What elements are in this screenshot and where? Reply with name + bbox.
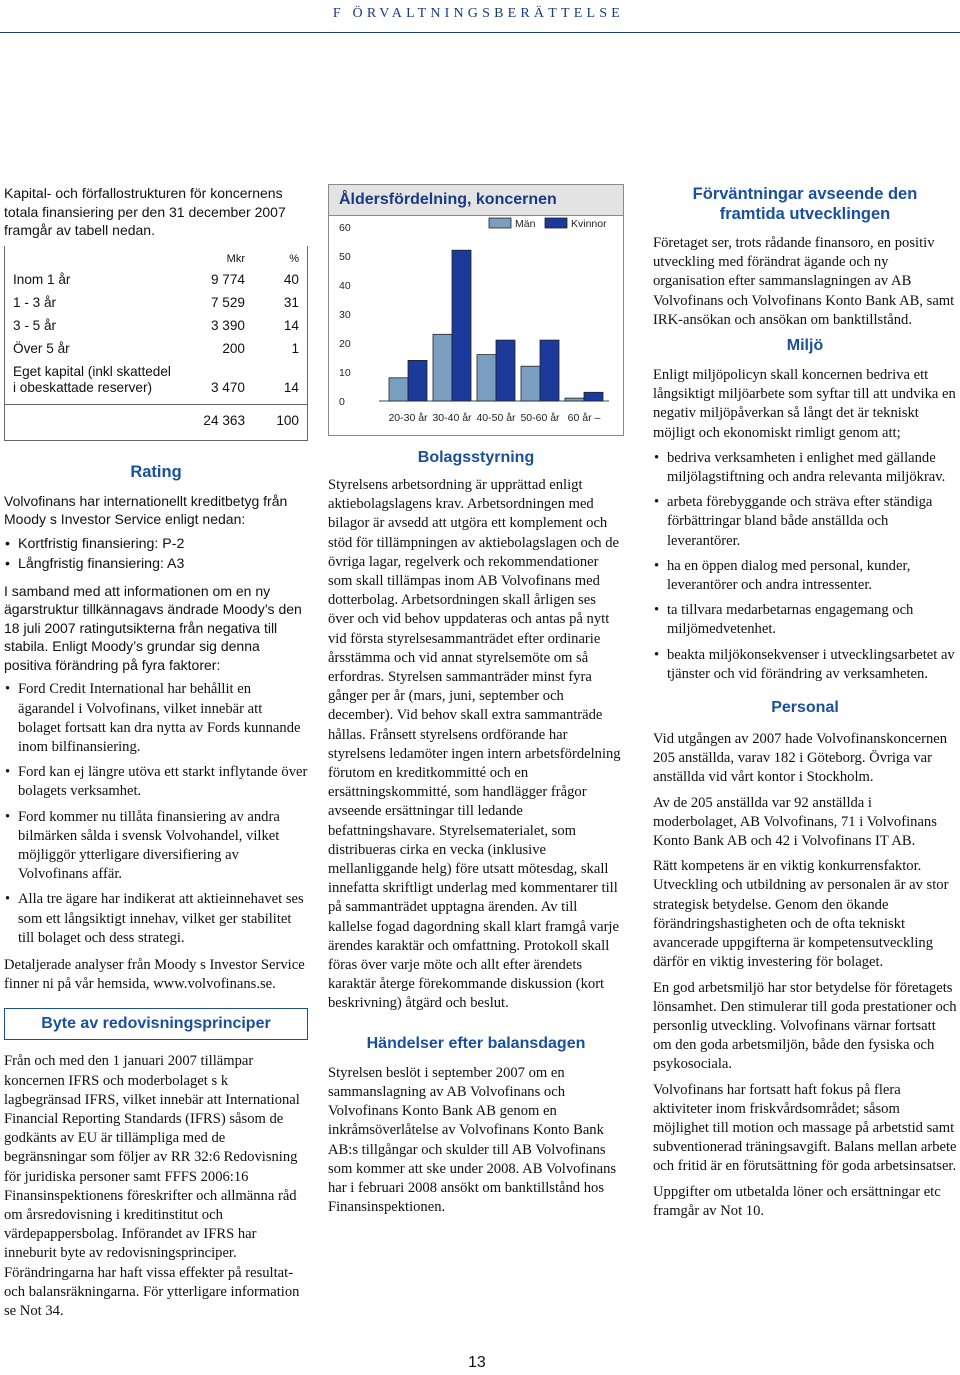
legend-label: Män [515, 218, 536, 230]
factor-item: • Alla tre ägare har indikerat att aktieinnehavet ses som ett långsiktigt innehav, vilket ger stabilitet till bolaget och dess strategi. [18, 890, 308, 948]
column-left [4, 184, 308, 1327]
header-rule [0, 32, 960, 33]
handelser-text: Styrelsen beslöt i september 2007 om en sammanslagning av AB Volvofinans och Volvofinans Konto Bank AB genom en inkråmsöverlåtelse av Volvofinans Konto Bank AB:s tillgångar och skulder till AB Volvofinans som kommer att ske under 2008. AB Volvofinans har i februari 2008 ansökt om banktillstånd hos Finansinspektionen. [328, 1064, 617, 1216]
capital-intro: Kapital- och förfallostrukturen för koncernens totala finansiering per den 31 december 2007 framgår av tabell nedan. [4, 185, 286, 238]
row-pct: 31 [283, 294, 299, 310]
table-divider [5, 404, 307, 405]
miljo-text: Enligt miljöpolicyn skall koncernen bedriva ett långsiktigt miljöarbete som syftar till att undvika en negativ miljöpåverkan så långt det är tekniskt möjligt och ekonomiskt rimligt genom att; [653, 367, 956, 441]
col-head-mkr: Mkr [226, 252, 245, 265]
forvantningar-text: Företaget ser, trots rådande finansoro, en positiv utveckling med förändrat ägande och ny organisation efter sammanslagningen av AB Volvofinans och Volvofinans Konto Bank AB, samt IRK-ansökan och ansökan om banktillstånd. [653, 235, 955, 328]
byte-text: Från och med den 1 januari 2007 tillämpar koncernen IFRS och moderbolaget s k lagbegränsad IFRS, vilket innebär att International Financial Reporting Standards (IFRS) såsom de godkänts av EU är tillämpliga med de begränsningar som följer av RR 32:6 Redovisning för juridiska personer samt FFFS 2006:16 Finansinspektionens föreskrifter och allmänna råd om årsredovisning i kreditinstitut och värdepappersbolag. Införandet av IFRS har inneburit byte av redovisningsprinciper. Förändringarna har haft vissa effekter på resultat- och balansräkningarna. För ytterligare information se Not 34. [4, 1053, 300, 1320]
miljo-item: • bedriva verksamheten i enlighet med gällande miljölagstiftning och andra relevanta miljökrav. [667, 449, 957, 487]
rating-list [4, 535, 308, 574]
personal-text [653, 730, 957, 1221]
equity-mkr: 3 470 [210, 379, 245, 395]
chart-title: Åldersfördelning, koncernen [329, 185, 623, 216]
factor-item: • Ford kommer nu tillåta finansiering av andra bilmärken sålda i svensk Volvohandel, vilket möjliggör ytterligare diversifiering av Volvofinans affär. [18, 808, 308, 885]
total-mkr: 24 363 [203, 412, 245, 428]
miljo-item: • arbeta förebyggande och sträva efter ständiga förbättringar bland både anställda och leverantörer. [667, 493, 957, 551]
equity-label-1: Eget kapital (inkl skattedel [13, 363, 171, 379]
factor-item: • Ford kan ej längre utöva ett starkt inflytande över bolagets verksamhet. [18, 763, 308, 801]
personal-paragraph: Vid utgången av 2007 hade Volvofinanskoncernen 205 anställda, varav 182 i Göteborg. Övriga var anställda vid vårt kontor i Stockholm. [653, 731, 948, 786]
bar-män-3 [521, 366, 540, 401]
personal-paragraph: Volvofinans har fortsatt haft fokus på flera aktiviteter inom friskvårdsområdet; såsom möjlighet till motion och massage på arbetstid samt subventionerad träningsavgift. Balans mellan arbete och fritid är en förutsättning för goda arbetsinsatser. [653, 1081, 957, 1175]
forvantningar-heading [653, 184, 957, 224]
bar-män-0 [389, 378, 408, 401]
factor-item: • Ford Credit International har behållit en ägarandel i Volvofinans, vilket innebär att bolaget fortsatt kan dra nytta av Fords kunnande inom bilfinansiering. [18, 680, 308, 757]
row-mkr: 7 529 [210, 294, 245, 310]
x-tick-label: 20-30 år [388, 412, 428, 424]
y-tick-label: 0 [339, 396, 345, 408]
rating-heading: Rating [130, 462, 182, 481]
personal-paragraph: Av de 205 anställda var 92 anställda i moderbolaget, AB Volvofinans, 71 i Volvofinans Konto Bank AB och 42 i Volvofinans IT AB. [653, 794, 937, 850]
x-tick-label: 60 år – [567, 412, 601, 424]
rating-text-2: I samband med att informationen om en ny ägarstruktur tillkännagavs ändrade Moody’s den 18 juli 2007 ratingutsikterna från negativa till stabila. Enligt Moody’s grundar sig denna positiva förändring på fyra faktorer: [4, 582, 302, 673]
row-mkr: 200 [222, 340, 245, 356]
bar-män-4 [565, 398, 584, 401]
section-header: F ÖRVALTNINGSBERÄTTELSE [332, 6, 624, 21]
column-middle [328, 184, 624, 1223]
y-tick-label: 60 [339, 222, 351, 234]
table-row [13, 291, 299, 314]
bar-kvinnor-3 [540, 340, 559, 401]
y-tick-label: 10 [339, 367, 351, 379]
bar-kvinnor-2 [496, 340, 515, 401]
table-row [13, 268, 299, 291]
rating-text: Volvofinans har internationellt kreditbetyg från Moody s Investor Service enligt nedan: [4, 492, 288, 527]
x-tick-label: 50-60 år [520, 412, 560, 424]
bolagsstyrning-text: Styrelsens arbetsordning är upprättad enligt aktiebolagslagens krav. Arbetsordningen med bilagor är avsedd att utgöra ett komplement och stöd för tillämpningen av aktiebolagslagen och de övriga lagar, regelverk och rekommendationer som skall tillämpas inom AB Volvofinans med dotterbolag. Arbetsordningen skall årligen ses över och vid behov uppdateras och antas på nytt vid första styrelsesammanträdet efter ordinarie årsstämma och vid annat styrelsemöte om så erfordras. Styrelsen sammanträder minst fyra gånger per år (mars, juni, september och december). Vid behov skall extra sammanträde hållas. Frånsett styrelsens ordförande har styrelsens ledamöter ingen intern arbetsfördelning förutom en kreditkommitté och en ersättningskommitté, som handlägger frågor avseende ersättningar till ledande befattningshavare. Styrelsematerialet, som distribueras cirka en vecka (inklusive mellanliggande helg) före utsatt mötesdag, skall innefatta skriftligt underlag med kommentarer till på sammanträdet upptagna ärenden. Av till kallelse fogad dagordning skall klart framgå varje ärendes karaktär och omfattning. Protokoll skall föras över varje möte och allt efter ärendets karaktär återge förekommande diskussion (kort beskrivning) åtgärd och beslut. [328, 477, 621, 1012]
equity-label-2: i obeskattade reserver) [13, 379, 153, 395]
x-tick-label: 30-40 år [432, 412, 472, 424]
age-chart-plot [329, 217, 625, 433]
equity-pct: 14 [283, 379, 299, 395]
table-header [13, 250, 299, 268]
forvantningar-heading-2: framtida utvecklingen [719, 205, 891, 223]
miljo-item: • ta tillvara medarbetarnas engagemang och miljömedvetenhet. [667, 601, 957, 639]
page-number: 13 [468, 1354, 486, 1371]
handelser-heading: Händelser efter balansdagen [366, 1034, 586, 1052]
row-label: 1 - 3 år [13, 294, 57, 310]
row-mkr: 3 390 [210, 317, 245, 333]
table-row-total [13, 409, 299, 432]
y-tick-label: 40 [339, 280, 351, 292]
bar-män-1 [433, 334, 452, 401]
column-right [653, 184, 957, 1227]
col-head-pct: % [289, 252, 299, 265]
table-row-equity [13, 360, 299, 400]
miljo-item: • ha en öppen dialog med personal, kunder, leverantörer och andra intressenter. [667, 557, 957, 595]
bar-kvinnor-0 [408, 360, 427, 401]
y-tick-label: 50 [339, 251, 351, 263]
miljo-heading: Miljö [786, 337, 824, 355]
legend-swatch-män [489, 218, 511, 228]
personal-paragraph: Rätt kompetens är en viktig konkurrensfaktor. Utveckling och utbildning av personalen är av stor strategisk betydelse. Genom den ökande förändringshastigheten och de ofta tekniskt avancerade uppgifterna är kompetensutveckling därför en viktig investering för bolaget. [653, 858, 949, 971]
legend-swatch-kvinnor [545, 218, 567, 228]
age-chart [328, 184, 624, 436]
table-row [13, 314, 299, 337]
forvantningar-heading-1: Förväntningar avseende den [692, 185, 918, 203]
row-label: Inom 1 år [13, 271, 71, 287]
row-mkr: 9 774 [210, 271, 245, 287]
row-label: 3 - 5 år [13, 317, 57, 333]
table-row [13, 337, 299, 360]
total-pct: 100 [276, 412, 299, 428]
personal-paragraph: En god arbetsmiljö har stor betydelse för företagets lönsamhet. Den stimulerar till goda prestationer och personlig utveckling. Volvofinans värnar fortsatt om den goda arbetsmiljön, både den fysiska och psykosociala. [653, 979, 957, 1073]
y-tick-label: 20 [339, 338, 351, 350]
row-pct: 40 [283, 271, 299, 287]
bolagsstyrning-heading: Bolagsstyrning [417, 449, 535, 466]
miljo-item: • beakta miljökonsekvenser i utvecklingsarbetet av tjänster och vid förändring av verksamheten. [667, 646, 957, 684]
y-tick-label: 30 [339, 309, 351, 321]
bar-män-2 [477, 355, 496, 401]
rating-item: • Långfristig finansiering: A3 [18, 555, 308, 574]
row-label: Över 5 år [13, 340, 70, 356]
bar-kvinnor-1 [452, 250, 471, 401]
x-tick-label: 40-50 år [476, 412, 516, 424]
miljo-list [653, 449, 957, 684]
byte-heading: Byte av redovisningsprinciper [4, 1008, 308, 1040]
legend-label: Kvinnor [571, 218, 607, 230]
personal-paragraph: Uppgifter om utbetalda löner och ersättningar etc framgår av Not 10. [653, 1183, 941, 1219]
row-pct: 14 [283, 317, 299, 333]
bar-kvinnor-4 [584, 392, 603, 401]
factor-list [4, 680, 308, 948]
rating-item: • Kortfristig finansiering: P-2 [18, 535, 308, 554]
rating-text-3: Detaljerade analyser från Moody s Investor Service finner ni på vår hemsida, www.volvofinans.se. [4, 957, 305, 993]
financing-table [4, 246, 308, 441]
personal-heading: Personal [771, 699, 839, 717]
row-pct: 1 [291, 340, 299, 356]
